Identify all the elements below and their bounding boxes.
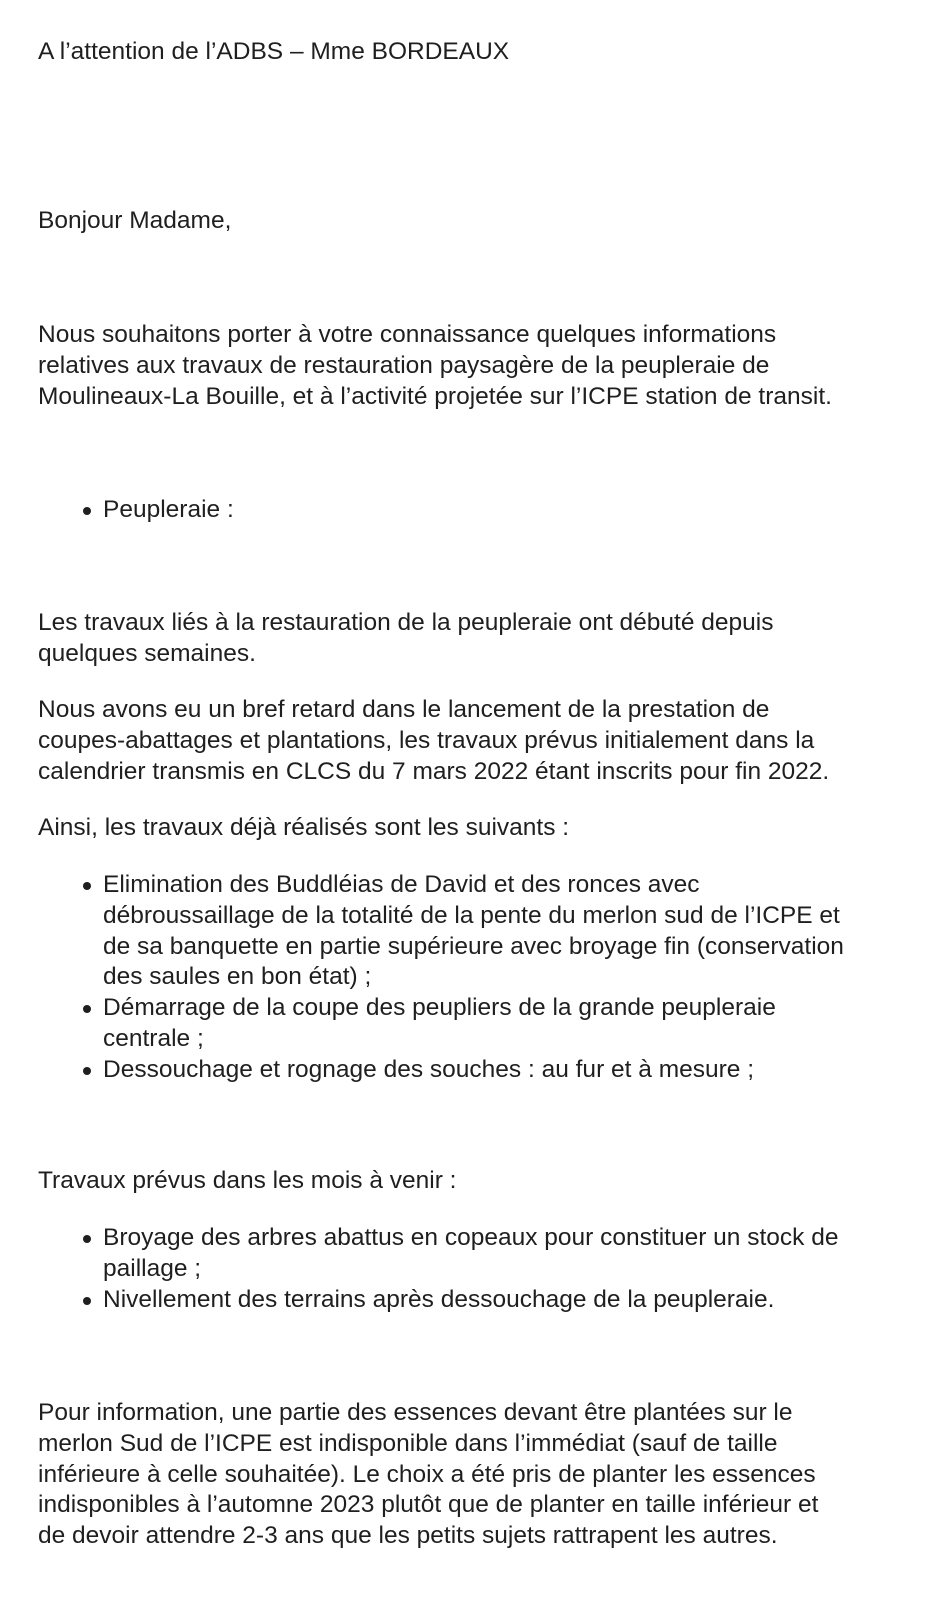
- text-line: Moulineaux-La Bouille, et à l’activité projetée sur l’ICPE station de transit.: [38, 382, 832, 410]
- text-line: Les travaux liés à la restauration de la peupleraie ont débuté depuis: [38, 609, 774, 636]
- text-line: merlon Sud de l’ICPE est indisponible dans l’immédiat (sauf de taille: [38, 1429, 778, 1457]
- greeting: Bonjour Madame,: [38, 207, 232, 234]
- list-travaux-prevus: [38, 1223, 918, 1315]
- paragraph-information: [38, 1398, 918, 1552]
- attention-line: A l’attention de l’ADBS – Mme BORDEAUX: [38, 38, 510, 65]
- section-peupleraie-list: [38, 495, 918, 526]
- list-travaux-realises: [38, 870, 918, 1086]
- bullet-icon: [83, 1067, 91, 1075]
- intro-paragraph: [38, 320, 918, 412]
- list-item: Broyage des arbres abattus en copeaux pour constituer un stock de paillage ;: [38, 1223, 918, 1285]
- bullet-icon: [83, 882, 91, 890]
- paragraph-realises: Ainsi, les travaux déjà réalisés sont les suivants :: [38, 814, 570, 841]
- list-item: Dessouchage et rognage des souches : au fur et à mesure ;: [38, 1055, 918, 1086]
- paragraph-prevus: Travaux prévus dans les mois à venir :: [38, 1167, 457, 1194]
- text-line: Nous avons eu un bref retard dans le lancement de la prestation de: [38, 696, 770, 723]
- text-line: calendrier transmis en CLCS du 7 mars 2022 étant inscrits pour fin 2022.: [38, 757, 830, 785]
- bullet-icon: [83, 507, 91, 515]
- list-item: Nivellement des terrains après dessouchage de la peupleraie.: [38, 1285, 918, 1316]
- paragraph-retard: [38, 695, 918, 787]
- text-line: de devoir attendre 2-3 ans que les petits sujets rattrapent les autres.: [38, 1522, 778, 1550]
- text-line: inférieure à celle souhaitée). Le choix a été pris de planter les essences: [38, 1460, 816, 1488]
- text-line: relatives aux travaux de restauration paysagère de la peupleraie de: [38, 351, 770, 379]
- list-item: Peupleraie :: [38, 495, 918, 526]
- text-line: Nous souhaitons porter à votre connaissance quelques informations: [38, 321, 777, 348]
- bullet-icon: [83, 1005, 91, 1013]
- text-line: indisponibles à l’automne 2023 plutôt que de planter en taille inférieur et: [38, 1491, 819, 1519]
- paragraph-debut: [38, 608, 918, 670]
- text-line: quelques semaines.: [38, 639, 256, 667]
- bullet-icon: [83, 1297, 91, 1305]
- bullet-icon: [83, 1235, 91, 1243]
- text-line: coupes-abattages et plantations, les travaux prévus initialement dans la: [38, 726, 815, 754]
- list-item: Démarrage de la coupe des peupliers de la grande peupleraie centrale ;: [38, 993, 918, 1055]
- text-line: Pour information, une partie des essences devant être plantées sur le: [38, 1399, 793, 1426]
- list-item: Elimination des Buddléias de David et des ronces avec débroussaillage de la totalité de la pente du merlon sud de l’ICPE et de sa banquette en partie supérieure avec broyage fin (conservation des saules en bon état) ;: [38, 870, 918, 993]
